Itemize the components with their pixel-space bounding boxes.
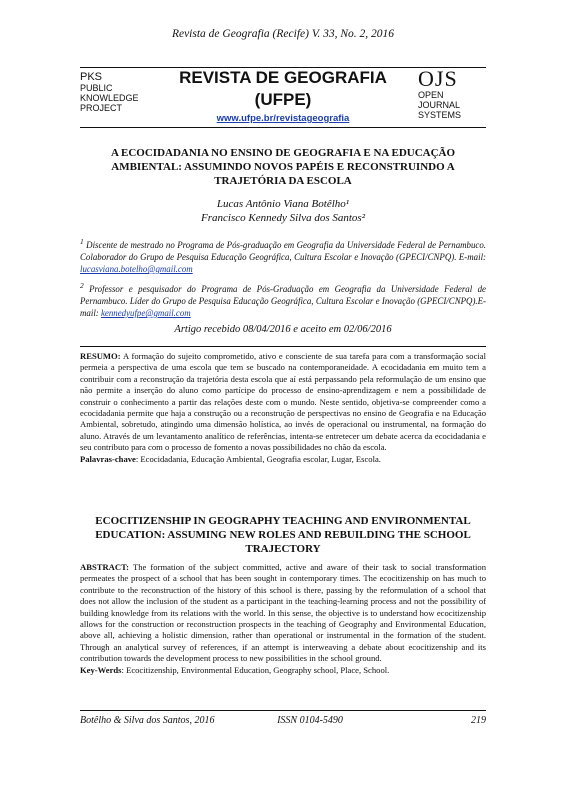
keywords-text: : Ecocidadania, Educação Ambiental, Geografia escolar, Lugar, Escola. [135,453,381,464]
keywords-en-label: Key-Werds [80,664,122,675]
ojs-logo [418,68,461,120]
ojs-line: OJS [418,66,458,91]
author-email-link[interactable]: kennedyufpe@gmail.com [100,307,191,318]
resumo-block [80,351,486,465]
article-title-pt: A ECOCIDADANIA NO ENSINO DE GEOGRAFIA E NA EDUCAÇÃO AMBIENTAL: ASSUMINDO NOVOS PAPÉIS E RECONSTRUINDO A TRAJETÓRIA DA ESCOLA [110,147,456,187]
abstract-block [80,562,486,676]
footnote-mark: 1 [80,237,84,246]
journal-title-line: (UFPE) [254,90,312,109]
pks-logo [80,72,139,113]
author-name: Francisco Kennedy Silva dos Santos² [201,212,365,224]
page-number: 219 [471,715,486,726]
footnote-1 [80,236,486,275]
footnote-text: Professor e pesquisador do Programa de Pós-Graduação em Geografia da Universidade Federal de Pernambuco. Líder do Grupo de Pesquisa Educação Geográfica, Cultura Escolar e Inovação (GPECI/CNPQ).E-mail: [80,283,486,318]
footer-issn: ISSN 0104-5490 [277,715,343,726]
running-header: Revista de Geografia (Recife) V. 33, No. 2, 2016 [171,28,395,40]
abstract-top-rule [80,346,486,347]
abstract-text: The formation of the subject committed, active and aware of their task to social transformation permeates the prospect of a school that has been sought in contemporary times. The ecocitizenship on has much to contribute to the reconstruction of the history of this school is there, passing by the reformulation of a school that does not allow the inclusion of the student as a participant in the teaching-learning process and not the possibility of building knowledge from its relations with the world. In this sense, the objective is to understand how ecocitizenship allows for the construction or reconstruction prospects in the teaching of Geography and Environmental Education, above all, achieving a holistic dimension, rather than operational or instrumental in the formation of the student. Through an analytical survey of references, if an attempt is interweaving a debate about ecocitizenship and its contribution towards the development process to new possibilities in the school ground. [80,562,486,664]
footnote-text: Discente de mestrado no Programa de Pós-graduação em Geografia da Universidade Federal de Pernambuco. Colaborador do Grupo de Pesquisa Educação Geográfica, Cultura Escolar e Inovação (GPECI/CNPQ). E-mail: [80,239,487,262]
masthead-bottom-rule [80,127,486,128]
footer-rule [80,710,486,711]
journal-url-link[interactable]: www.ufpe.br/revistageografia [216,113,350,124]
footnote-mark: 2 [80,281,84,290]
article-title-en: ECOCITIZENSHIP IN GEOGRAPHY TEACHING AND ENVIRONMENTAL EDUCATION: ASSUMING NEW ROLES AND REBUILDING THE SCHOOL TRAJECTORY [95,515,471,555]
journal-title [140,67,426,111]
resumo-label: RESUMO: [80,351,121,361]
keywords-label: Palavras-chave [80,453,136,464]
ojs-line: OPEN [418,90,444,100]
resumo-text: A formação do sujeito comprometido, ativo e consciente de sua tarefa para com a transformação social permeia a perspectiva de uma escola que tem se buscado na contemporaneidade. A ecocidadania em muito tem a contribuir com a reconstrução da trajetória desta escola que aí está perpassando pela reformulação de um ensino que não permite a inserção do aluno como partícipe do processo de ensino-aprendizagem e nem a possibilidade de construir o conhecimento a partir das relações deste com o mundo. Neste sentido, objetiva-se compreender como a ecocidadania permite que haja a construção ou a reconstrução de perspectivas no ensino de Geografia e na Educação Ambiental, sobretudo, atingindo uma dimensão holística, ao invés de operacional ou instrumental, na formação do aluno. Através de um levantamento analítico de referências, intenta-se entretecer um debate acerca da ecocidadania e seu contributo para com o processo de fomento a novas possibilidades no chão da escola. [80,351,486,453]
footer-citation: Botêlho & Silva dos Santos, 2016 [80,715,215,726]
author-email-link[interactable]: lucasviana.botelho@gmail.com [80,263,193,274]
author-list [80,197,486,225]
pks-line: PKS [80,71,103,83]
ojs-line: SYSTEMS [418,110,462,120]
pks-line: PROJECT [80,103,123,113]
abstract-label: ABSTRACT: [80,562,130,572]
footnote-2 [80,280,486,319]
author-name: Lucas Antônio Viana Botêlho¹ [216,198,350,210]
keywords-en-text: : Ecocitizenship, Environmental Education, Geography school, Place, School. [121,664,390,675]
pks-line: PUBLIC [80,83,113,93]
ojs-line: JOURNAL [418,100,461,110]
received-date: Artigo recebido 08/04/2016 e aceito em 02/06/2016 [174,324,392,335]
journal-title-line: REVISTA DE GEOGRAFIA [179,68,387,87]
pks-line: KNOWLEDGE [80,93,139,103]
